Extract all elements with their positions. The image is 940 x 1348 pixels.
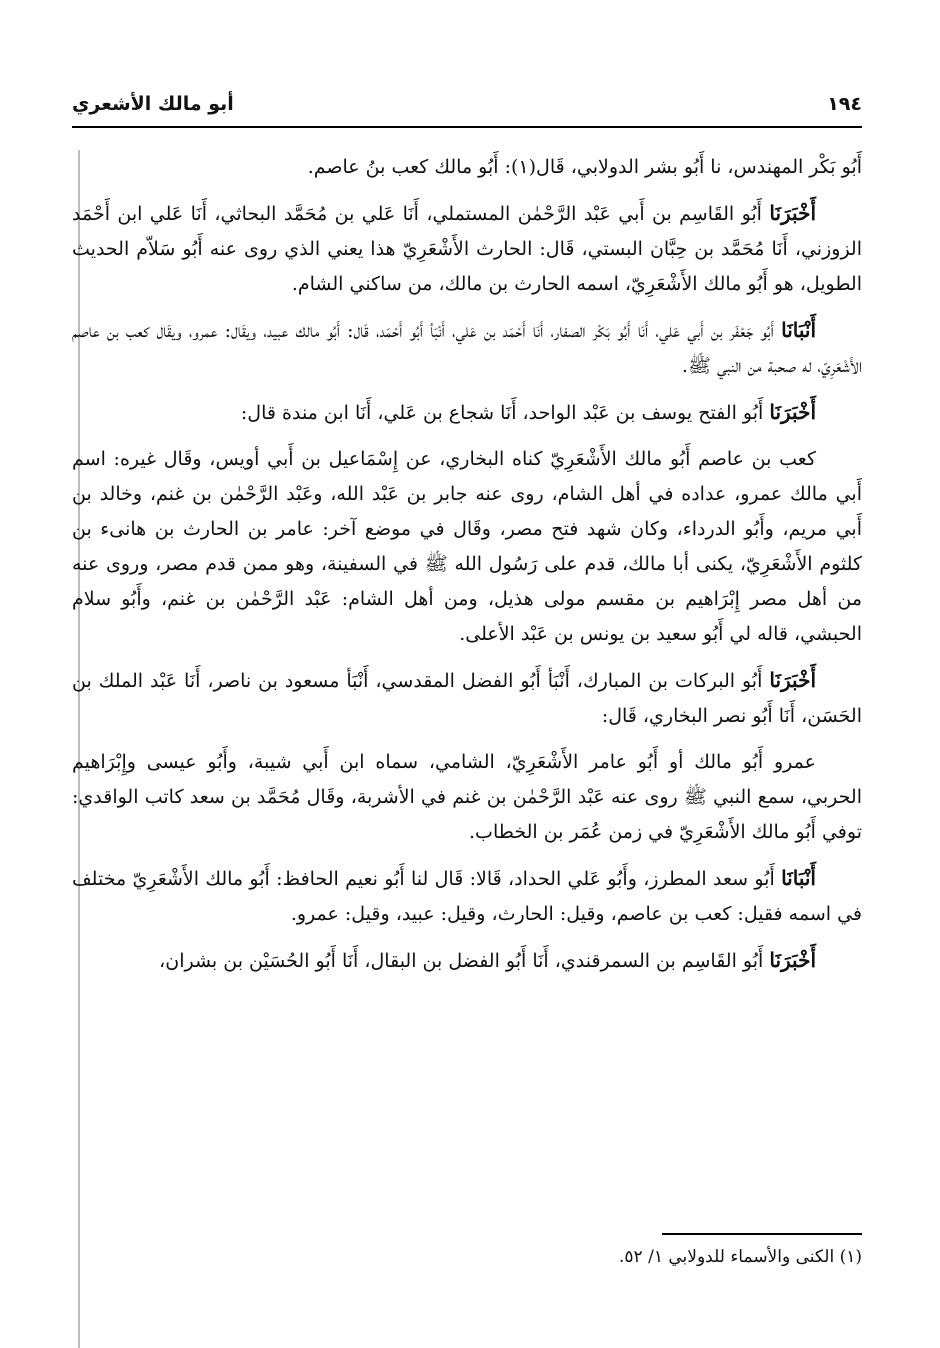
footnote-text: (١) الكنى والأسماء للدولابي ١/ ٥٢. (619, 1247, 862, 1267)
paragraph (72, 150, 862, 185)
paragraph (72, 861, 862, 932)
page-header (72, 86, 862, 126)
paragraph (72, 395, 862, 431)
paragraph (72, 663, 862, 734)
paragraph-text: أَبُو سعد المطرز، وأَبُو عَلي الحداد، قَالا: قَال لنا أَبُو نعيم الحافظ: أَبُو مالك الأَشْعَرِيّ مختلف في اسمه فقيل: كعب بن عاصم، وقيل: الحارث، وقيل: عبيد، وقيل: عمرو. (72, 868, 862, 925)
header-rule (72, 126, 862, 128)
paragraph-text: أَبُو جَعْفَر بن أَبي عَلي، أَنَا أَبُو بَكْر الصفار، أَنَا أَحْمَد بن عَلي، أَنْبَأ أَبُو أَحْمَد، قَال: أَبُو مالك عبيد، ويقَال: عمرو، ويقَال كعب بن عاصم الأَشْعَرِيّ، له صحبة من النبي ﷺ. (72, 320, 862, 377)
paragraph (72, 196, 862, 302)
paragraph-text: أَبُو القَاسِم بن السمرقندي، أَنَا أَبُو الفضل بن البقال، أَنَا أَبُو الحُسَيْن بن بشران، (159, 950, 764, 972)
narration-keyword: أَخْبَرَنَا (769, 668, 816, 692)
paragraph-text: أَبُو الفتح يوسف بن عَبْد الواحد، أَنَا شجاع بن عَلي، أَنَا ابن مندة قال: (240, 402, 764, 424)
paragraph (72, 745, 862, 850)
paragraph-text: كعب بن عاصم أَبُو مالك الأَشْعَرِيّ كناه البخاري، عن إِسْمَاعيل بن أَبي أويس، وقَال غيره: اسم أَبي مالك عمرو، عداده في أهل الشام، روى عنه جابر بن عَبْد الله، وعَبْد الرَّحْمٰن بن غنم، وخالد بن أَبي مريم، وأَبُو الدرداء، وكان شهد فتح مصر، وقَال في موضع آخر: عامر بن الحارث بن هانىء بن كلثوم الأَشْعَرِيّ، يكنى أبا مالك، قدم على رَسُول الله ﷺ في السفينة، وهو ممن قدم مصر، وروى عنه من أهل مصر إِبْرَاهيم بن مقسم مولى هذيل، ومن أهل الشام: عَبْد الرَّحْمٰن بن غنم، وأَبُو سلام الحبشي، قاله لي أَبُو سعيد بن يونس بن عَبْد الأعلى. (72, 448, 862, 645)
paragraph (72, 313, 862, 384)
paragraph (72, 943, 862, 979)
page-number: ١٩٤ (827, 93, 862, 115)
narration-keyword: أَخْبَرَنَا (769, 400, 816, 424)
paragraph-text: أَبُو القَاسِم بن أَبي عَبْد الرَّحْمٰن المستملي، أَنَا عَلي بن مُحَمَّد البحاثي، أَنَا عَلي ابن أَحْمَد الزوزني، أَنَا مُحَمَّد بن حِبَّان البستي، قَال: الحارث الأَشْعَرِيّ هذا يعني الذي روى عنه أَبُو سَلاّم الحديث الطويل، هو أَبُو مالك الأَشْعَرِيّ، اسمه الحارث بن مالك، من ساكني الشام. (72, 203, 862, 295)
narration-keyword: أَنْبَانَا (781, 318, 817, 342)
page-body (72, 150, 862, 979)
narration-keyword: أَنْبَانَا (781, 866, 816, 890)
paragraph-text: أَبُو البركات بن المبارك، أَنْبَأ أَبُو الفضل المقدسي، أَنْبَأ مسعود بن ناصر، أَنَا عَبْد الملك بن الحَسَن، أَنَا أَبُو نصر البخاري، قَال: (72, 670, 862, 727)
footnote-rule (662, 1233, 862, 1235)
paragraph-text: عمرو أَبُو مالك أو أَبُو عامر الأَشْعَرِيّ، الشامي، سماه ابن أَبي شيبة، وأَبُو عيسى وإِبْرَاهيم الحربي، سمع النبي ﷺ روى عنه عَبْد الرَّحْمٰن بن غنم في الأشربة، وقَال مُحَمَّد بن سعد كاتب الواقدي: توفي أَبُو مالك الأَشْعَرِيّ في زمن عُمَر بن الخطاب. (72, 751, 862, 843)
narration-keyword: أَخْبَرَنَا (769, 201, 817, 225)
running-title: أبو مالك الأشعري (72, 93, 234, 115)
footnote (72, 1244, 862, 1270)
paragraph (72, 442, 862, 652)
narration-keyword: أَخْبَرَنَا (769, 948, 816, 972)
paragraph-text: أَبُو بَكْر المهندس، نا أَبُو بشر الدولابي، قَال(١): أَبُو مالك كعب بنُ عاصم. (307, 156, 862, 178)
